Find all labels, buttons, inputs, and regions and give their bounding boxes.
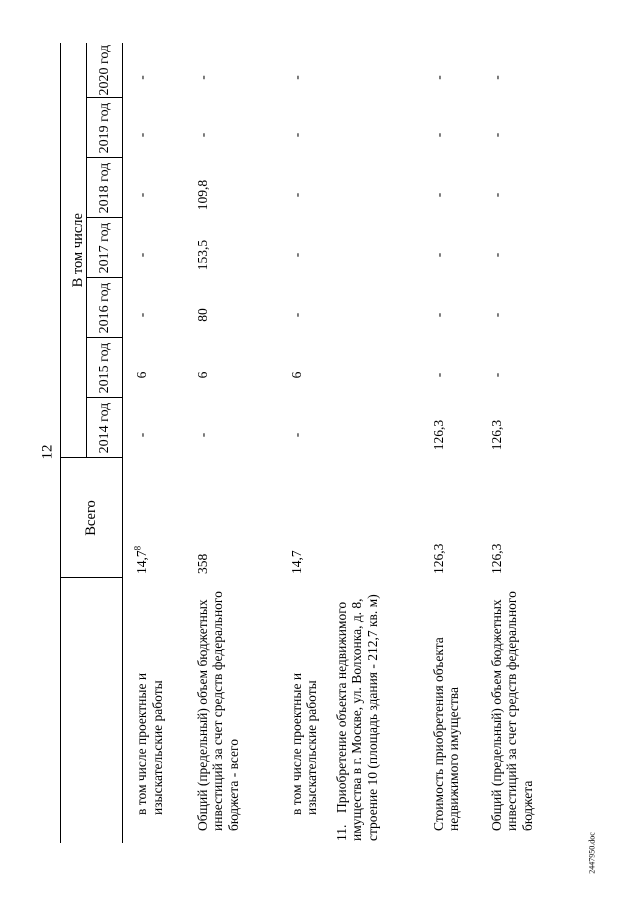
row-value-2019: -: [134, 132, 149, 138]
page-number: 12: [39, 444, 56, 460]
table-row: [184, 43, 278, 843]
row-value-2015: 6: [288, 371, 304, 379]
header-total: Всего: [61, 458, 123, 578]
row-value-2016: -: [288, 312, 304, 318]
table-row: [420, 43, 478, 843]
row-name: Общий (предельный) объем бюджетных инвестиций за счет средств федерального бюджета - всего: [194, 591, 241, 831]
header-group: В том числе: [61, 43, 87, 458]
row-value-2016: 80: [194, 308, 210, 322]
row-value-2019: [323, 98, 420, 158]
row-value-2016: [323, 278, 420, 338]
row-value-2014: 126,3: [430, 419, 446, 451]
document-id: 2447950.doc: [587, 832, 597, 874]
row-value-2015: -: [488, 372, 504, 378]
row-value-2019: -: [488, 132, 504, 138]
row-value-2017: -: [430, 252, 446, 258]
row-value-2018: -: [134, 192, 149, 198]
row-number: 11.: [333, 824, 349, 841]
row-name: в том числе проектные и изыскательские работы: [288, 672, 319, 815]
header-year-2014: 2014 год: [87, 398, 123, 458]
row-value-2014: -: [288, 432, 304, 438]
investment-table: [60, 43, 558, 843]
row-value-2014: 126,3: [488, 419, 504, 451]
row-value-2020: -: [488, 75, 504, 80]
row-value-2018: -: [430, 192, 446, 198]
row-value-2020: -: [134, 75, 149, 80]
header-year-2019: 2019 год: [87, 98, 123, 158]
row-value-2018: -: [288, 192, 304, 198]
row-total: 358: [194, 553, 210, 574]
row-value-2016: -: [134, 312, 149, 318]
row-total: [323, 458, 420, 578]
row-value-2016: -: [430, 312, 446, 318]
row-value-2017: -: [134, 252, 149, 258]
row-value-2019: -: [288, 132, 304, 138]
row-value-2020: [323, 43, 420, 98]
row-value-2017: -: [288, 252, 304, 258]
row-value-2015: -: [430, 372, 446, 378]
footnote-mark: 8: [132, 545, 143, 551]
table-row: [478, 43, 558, 843]
row-value-2020: -: [194, 75, 210, 80]
row-total: 126,3: [430, 543, 446, 574]
table-row: [278, 43, 323, 843]
row-value-2017: [323, 218, 420, 278]
header-year-2016: 2016 год: [87, 278, 123, 338]
row-value-2014: -: [194, 432, 210, 438]
row-value-2017: -: [488, 252, 504, 258]
row-total: 126,3: [488, 543, 504, 574]
row-value-2019: -: [430, 132, 446, 138]
row-value-2015: [323, 338, 420, 398]
row-name: Стоимость приобретения объекта недвижимого имущества: [430, 637, 461, 831]
row-value-2020: -: [430, 75, 446, 80]
row-value-2016: -: [488, 312, 504, 318]
rotated-page-content: [60, 43, 608, 843]
header-year-2015: 2015 год: [87, 338, 123, 398]
table-row: [323, 43, 420, 843]
header-year-2017: 2017 год: [87, 218, 123, 278]
row-value-2020: -: [288, 75, 304, 80]
row-value-2014: [323, 398, 420, 458]
row-name: Общий (предельный) объем бюджетных инвестиций за счет средств федерального бюджета: [488, 591, 535, 831]
row-value-2019: -: [194, 132, 210, 138]
table-row: [123, 43, 184, 843]
header-year-2018: 2018 год: [87, 158, 123, 218]
row-value-2015: 6: [194, 371, 210, 379]
header-year-2020: 2020 год: [87, 43, 123, 98]
row-value-2018: [323, 158, 420, 218]
header-empty-cell: [61, 578, 123, 843]
row-name: в том числе проектные и изыскательские работы: [134, 672, 165, 815]
row-total: 14,7: [288, 550, 304, 574]
row-value-2018: -: [488, 192, 504, 198]
row-value-2014: -: [134, 432, 149, 438]
row-total: 14,7$^8$: [132, 545, 149, 574]
row-name: 11.Приобретение объекта недвижимого имущества в г. Москве, ул. Волхонка, д. 8, строение 10 (площадь здания - 212,7 кв. м): [333, 594, 380, 841]
row-value-2015: 6: [134, 371, 149, 379]
row-value-2017: 153,5: [194, 239, 210, 271]
row-value-2018: 109,8: [194, 179, 210, 211]
